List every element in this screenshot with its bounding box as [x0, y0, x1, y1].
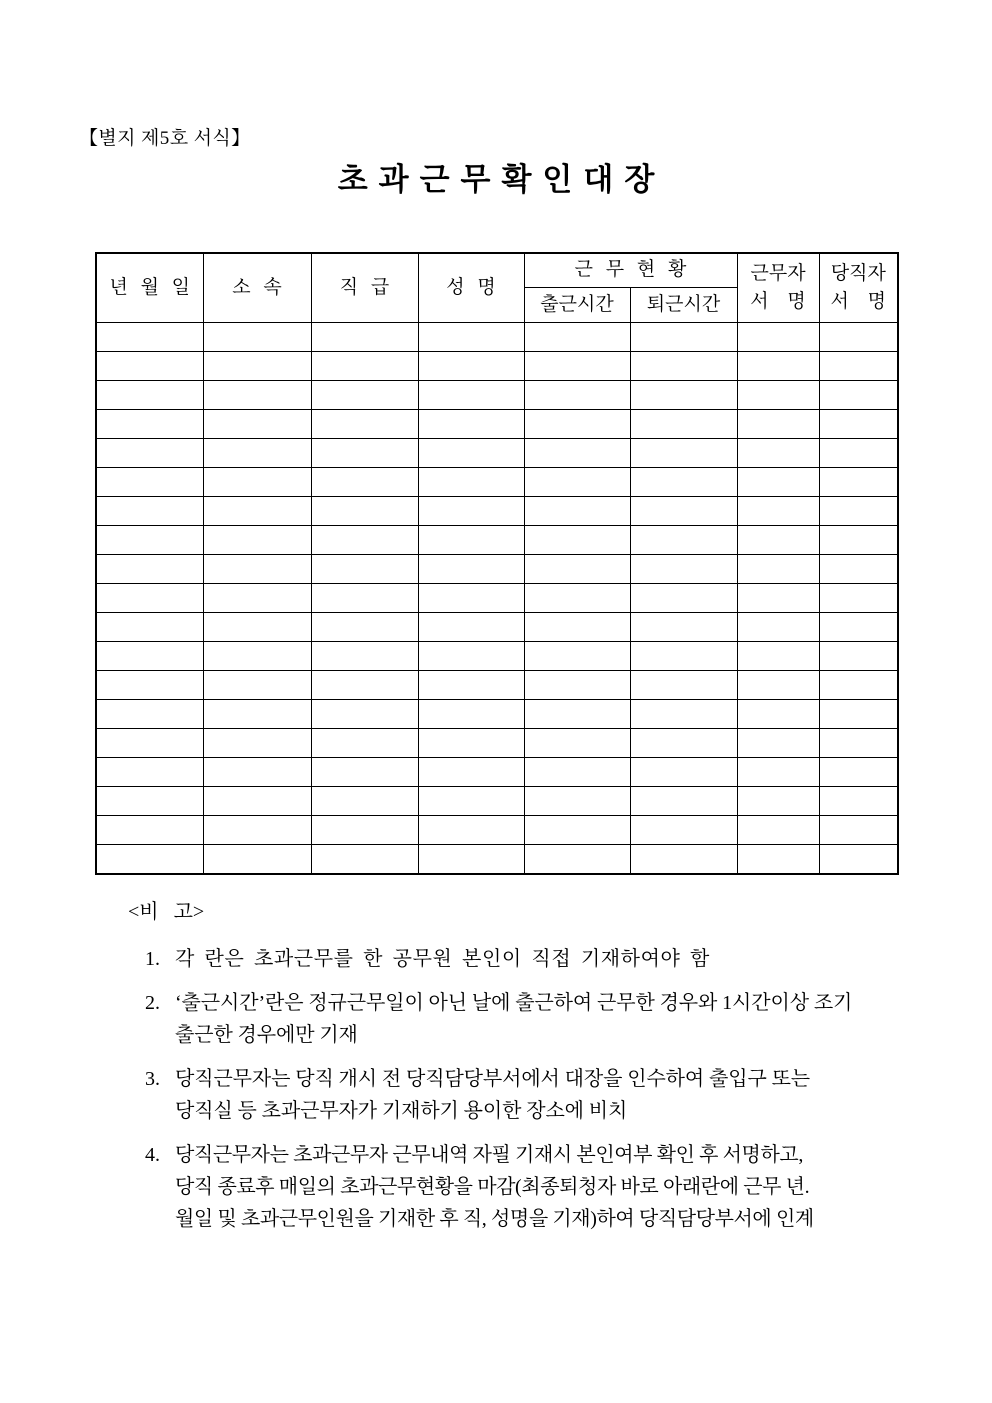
cell-clock-in[interactable]: [524, 642, 630, 671]
cell-clock-out[interactable]: [630, 468, 737, 497]
cell-department[interactable]: [203, 439, 311, 468]
cell-department[interactable]: [203, 845, 311, 875]
cell-duty-officer-signature[interactable]: [819, 439, 898, 468]
cell-clock-in[interactable]: [524, 555, 630, 584]
table-header-row-primary: [96, 253, 898, 288]
cell-duty-officer-signature[interactable]: [819, 758, 898, 787]
cell-date[interactable]: [96, 700, 203, 729]
note-line: 각 란은 초과근무를 한 공무원 본인이 직접 기재하여야 함: [175, 948, 710, 970]
cell-clock-in[interactable]: [524, 410, 630, 439]
note-number: 4.: [145, 1144, 160, 1166]
cell-department[interactable]: [203, 584, 311, 613]
cell-duty-officer-signature[interactable]: [819, 700, 898, 729]
cell-date[interactable]: [96, 526, 203, 555]
table-row: [96, 439, 898, 468]
note-item: [145, 987, 905, 1051]
cell-clock-in[interactable]: [524, 729, 630, 758]
table-row: [96, 787, 898, 816]
table-row: [96, 468, 898, 497]
cell-rank[interactable]: [311, 352, 418, 381]
cell-worker-signature[interactable]: [737, 584, 819, 613]
cell-clock-out[interactable]: [630, 642, 737, 671]
cell-duty-officer-signature[interactable]: [819, 816, 898, 845]
note-line: 당직근무자는 초과근무자 근무내역 자필 기재시 본인여부 확인 후 서명하고,: [175, 1144, 803, 1166]
column-header-duty-officer-signature: [819, 253, 898, 323]
cell-worker-signature[interactable]: [737, 700, 819, 729]
cell-clock-out[interactable]: [630, 526, 737, 555]
table-row: [96, 497, 898, 526]
cell-clock-out[interactable]: [630, 845, 737, 875]
cell-clock-out[interactable]: [630, 729, 737, 758]
cell-name[interactable]: [418, 323, 524, 352]
cell-duty-officer-signature[interactable]: [819, 323, 898, 352]
cell-rank[interactable]: [311, 381, 418, 410]
note-text: [175, 1139, 905, 1235]
cell-name[interactable]: [418, 439, 524, 468]
column-header-date: 년 월 일: [96, 253, 203, 323]
cell-rank[interactable]: [311, 439, 418, 468]
cell-rank[interactable]: [311, 468, 418, 497]
notes-list: [145, 943, 905, 1247]
table-row: [96, 613, 898, 642]
cell-date[interactable]: [96, 584, 203, 613]
note-line: ‘출근시간’란은 정규근무일이 아닌 날에 출근하여 근무한 경우와 1시간이상 조기: [175, 992, 853, 1014]
table-body: [96, 323, 898, 875]
cell-date[interactable]: [96, 787, 203, 816]
cell-rank[interactable]: [311, 497, 418, 526]
note-line: 당직실 등 초과근무자가 기재하기 용이한 장소에 비치: [175, 1100, 628, 1122]
cell-clock-out[interactable]: [630, 323, 737, 352]
column-header-clock-out: 퇴근시간: [630, 288, 737, 323]
cell-rank[interactable]: [311, 845, 418, 875]
cell-department[interactable]: [203, 758, 311, 787]
cell-department[interactable]: [203, 555, 311, 584]
cell-worker-signature[interactable]: [737, 758, 819, 787]
cell-clock-in[interactable]: [524, 526, 630, 555]
column-header-work-status-group: 근 무 현 황: [524, 253, 737, 288]
cell-rank[interactable]: [311, 526, 418, 555]
cell-date[interactable]: [96, 845, 203, 875]
cell-clock-in[interactable]: [524, 352, 630, 381]
cell-name[interactable]: [418, 700, 524, 729]
note-line: 월일 및 초과근무인원을 기재한 후 직, 성명을 기재)하여 당직담당부서에 인계: [175, 1208, 814, 1230]
table-row: [96, 816, 898, 845]
note-line: 당직근무자는 당직 개시 전 당직담당부서에서 대장을 인수하여 출입구 또는: [175, 1068, 811, 1090]
column-header-department: 소 속: [203, 253, 311, 323]
table-row: [96, 381, 898, 410]
cell-worker-signature[interactable]: [737, 642, 819, 671]
cell-rank[interactable]: [311, 584, 418, 613]
table-row: [96, 555, 898, 584]
cell-duty-officer-signature[interactable]: [819, 729, 898, 758]
cell-clock-in[interactable]: [524, 758, 630, 787]
cell-clock-out[interactable]: [630, 758, 737, 787]
cell-rank[interactable]: [311, 555, 418, 584]
cell-name[interactable]: [418, 526, 524, 555]
cell-date[interactable]: [96, 323, 203, 352]
cell-name[interactable]: [418, 497, 524, 526]
column-header-rank: 직 급: [311, 253, 418, 323]
cell-worker-signature[interactable]: [737, 439, 819, 468]
column-header-name: 성 명: [418, 253, 524, 323]
cell-rank[interactable]: [311, 671, 418, 700]
cell-clock-in[interactable]: [524, 439, 630, 468]
cell-date[interactable]: [96, 613, 203, 642]
cell-clock-in[interactable]: [524, 584, 630, 613]
cell-date[interactable]: [96, 816, 203, 845]
cell-clock-out[interactable]: [630, 381, 737, 410]
cell-worker-signature[interactable]: [737, 816, 819, 845]
cell-worker-signature[interactable]: [737, 671, 819, 700]
cell-name[interactable]: [418, 787, 524, 816]
cell-date[interactable]: [96, 468, 203, 497]
note-item: [145, 1063, 905, 1127]
cell-duty-officer-signature[interactable]: [819, 468, 898, 497]
table-row: [96, 845, 898, 875]
cell-name[interactable]: [418, 468, 524, 497]
cell-department[interactable]: [203, 816, 311, 845]
cell-clock-in[interactable]: [524, 700, 630, 729]
cell-clock-in[interactable]: [524, 845, 630, 875]
cell-clock-out[interactable]: [630, 439, 737, 468]
duty-officer-signature-line-2: 서 명: [830, 291, 893, 312]
cell-name[interactable]: [418, 352, 524, 381]
cell-clock-out[interactable]: [630, 410, 737, 439]
cell-duty-officer-signature[interactable]: [819, 845, 898, 875]
cell-duty-officer-signature[interactable]: [819, 787, 898, 816]
cell-clock-in[interactable]: [524, 323, 630, 352]
cell-clock-in[interactable]: [524, 381, 630, 410]
cell-clock-out[interactable]: [630, 671, 737, 700]
cell-worker-signature[interactable]: [737, 497, 819, 526]
cell-department[interactable]: [203, 468, 311, 497]
cell-name[interactable]: [418, 381, 524, 410]
worker-signature-line-1: 근무자: [750, 263, 806, 285]
table-row: [96, 758, 898, 787]
table-row: [96, 352, 898, 381]
cell-duty-officer-signature[interactable]: [819, 613, 898, 642]
note-text: [175, 1063, 905, 1127]
cell-department[interactable]: [203, 497, 311, 526]
cell-department[interactable]: [203, 613, 311, 642]
cell-duty-officer-signature[interactable]: [819, 642, 898, 671]
cell-worker-signature[interactable]: [737, 526, 819, 555]
cell-rank[interactable]: [311, 700, 418, 729]
table-row: [96, 410, 898, 439]
cell-clock-out[interactable]: [630, 700, 737, 729]
cell-clock-in[interactable]: [524, 787, 630, 816]
cell-department[interactable]: [203, 526, 311, 555]
overtime-ledger-table: [95, 252, 899, 875]
cell-date[interactable]: [96, 439, 203, 468]
cell-worker-signature[interactable]: [737, 787, 819, 816]
table-row: [96, 671, 898, 700]
cell-date[interactable]: [96, 758, 203, 787]
cell-name[interactable]: [418, 729, 524, 758]
cell-name[interactable]: [418, 410, 524, 439]
cell-duty-officer-signature[interactable]: [819, 352, 898, 381]
cell-clock-in[interactable]: [524, 497, 630, 526]
note-line: 당직 종료후 매일의 초과근무현황을 마감(최종퇴청자 바로 아래란에 근무 년.: [175, 1176, 810, 1198]
cell-rank[interactable]: [311, 410, 418, 439]
cell-department[interactable]: [203, 352, 311, 381]
cell-clock-out[interactable]: [630, 787, 737, 816]
cell-duty-officer-signature[interactable]: [819, 410, 898, 439]
column-header-clock-in: 출근시간: [524, 288, 630, 323]
table-row: [96, 700, 898, 729]
worker-signature-line-2: 서 명: [750, 291, 813, 312]
cell-department[interactable]: [203, 323, 311, 352]
cell-worker-signature[interactable]: [737, 845, 819, 875]
cell-department[interactable]: [203, 642, 311, 671]
cell-worker-signature[interactable]: [737, 613, 819, 642]
note-line: 출근한 경우에만 기재: [175, 1024, 358, 1046]
cell-rank[interactable]: [311, 642, 418, 671]
cell-worker-signature[interactable]: [737, 729, 819, 758]
cell-department[interactable]: [203, 381, 311, 410]
note-item: [145, 943, 905, 975]
form-code-label: 【별지 제5호 서식】: [79, 128, 251, 149]
notes-label: <비 고>: [128, 901, 205, 923]
cell-rank[interactable]: [311, 758, 418, 787]
cell-date[interactable]: [96, 555, 203, 584]
cell-clock-out[interactable]: [630, 584, 737, 613]
cell-name[interactable]: [418, 642, 524, 671]
cell-duty-officer-signature[interactable]: [819, 584, 898, 613]
cell-rank[interactable]: [311, 787, 418, 816]
table-row: [96, 526, 898, 555]
cell-rank[interactable]: [311, 729, 418, 758]
cell-duty-officer-signature[interactable]: [819, 671, 898, 700]
cell-date[interactable]: [96, 671, 203, 700]
cell-clock-out[interactable]: [630, 613, 737, 642]
cell-duty-officer-signature[interactable]: [819, 526, 898, 555]
note-number: 3.: [145, 1068, 160, 1090]
cell-clock-out[interactable]: [630, 555, 737, 584]
cell-department[interactable]: [203, 787, 311, 816]
cell-department[interactable]: [203, 729, 311, 758]
note-text: [175, 943, 905, 975]
cell-clock-in[interactable]: [524, 613, 630, 642]
table-row: [96, 729, 898, 758]
cell-department[interactable]: [203, 671, 311, 700]
table-header: [96, 253, 898, 323]
note-text: [175, 987, 905, 1051]
cell-duty-officer-signature[interactable]: [819, 555, 898, 584]
table-row: [96, 642, 898, 671]
table-row: [96, 584, 898, 613]
cell-date[interactable]: [96, 642, 203, 671]
note-item: [145, 1139, 905, 1235]
cell-rank[interactable]: [311, 323, 418, 352]
cell-rank[interactable]: [311, 613, 418, 642]
cell-clock-in[interactable]: [524, 468, 630, 497]
cell-clock-out[interactable]: [630, 816, 737, 845]
cell-date[interactable]: [96, 352, 203, 381]
cell-worker-signature[interactable]: [737, 410, 819, 439]
cell-date[interactable]: [96, 497, 203, 526]
cell-rank[interactable]: [311, 816, 418, 845]
cell-clock-out[interactable]: [630, 352, 737, 381]
cell-name[interactable]: [418, 671, 524, 700]
column-header-worker-signature: [737, 253, 819, 323]
cell-date[interactable]: [96, 729, 203, 758]
cell-department[interactable]: [203, 410, 311, 439]
note-number: 1.: [145, 948, 160, 970]
cell-clock-in[interactable]: [524, 816, 630, 845]
cell-name[interactable]: [418, 584, 524, 613]
cell-duty-officer-signature[interactable]: [819, 497, 898, 526]
cell-clock-out[interactable]: [630, 497, 737, 526]
cell-worker-signature[interactable]: [737, 555, 819, 584]
cell-name[interactable]: [418, 758, 524, 787]
cell-date[interactable]: [96, 410, 203, 439]
cell-date[interactable]: [96, 381, 203, 410]
cell-worker-signature[interactable]: [737, 381, 819, 410]
cell-department[interactable]: [203, 700, 311, 729]
page-title: 초과근무확인대장: [337, 162, 666, 197]
table-row: [96, 323, 898, 352]
cell-duty-officer-signature[interactable]: [819, 381, 898, 410]
cell-name[interactable]: [418, 555, 524, 584]
cell-name[interactable]: [418, 845, 524, 875]
cell-name[interactable]: [418, 816, 524, 845]
cell-name[interactable]: [418, 613, 524, 642]
cell-clock-in[interactable]: [524, 671, 630, 700]
cell-worker-signature[interactable]: [737, 468, 819, 497]
duty-officer-signature-line-1: 당직자: [830, 263, 886, 285]
note-number: 2.: [145, 992, 160, 1014]
cell-worker-signature[interactable]: [737, 323, 819, 352]
cell-worker-signature[interactable]: [737, 352, 819, 381]
